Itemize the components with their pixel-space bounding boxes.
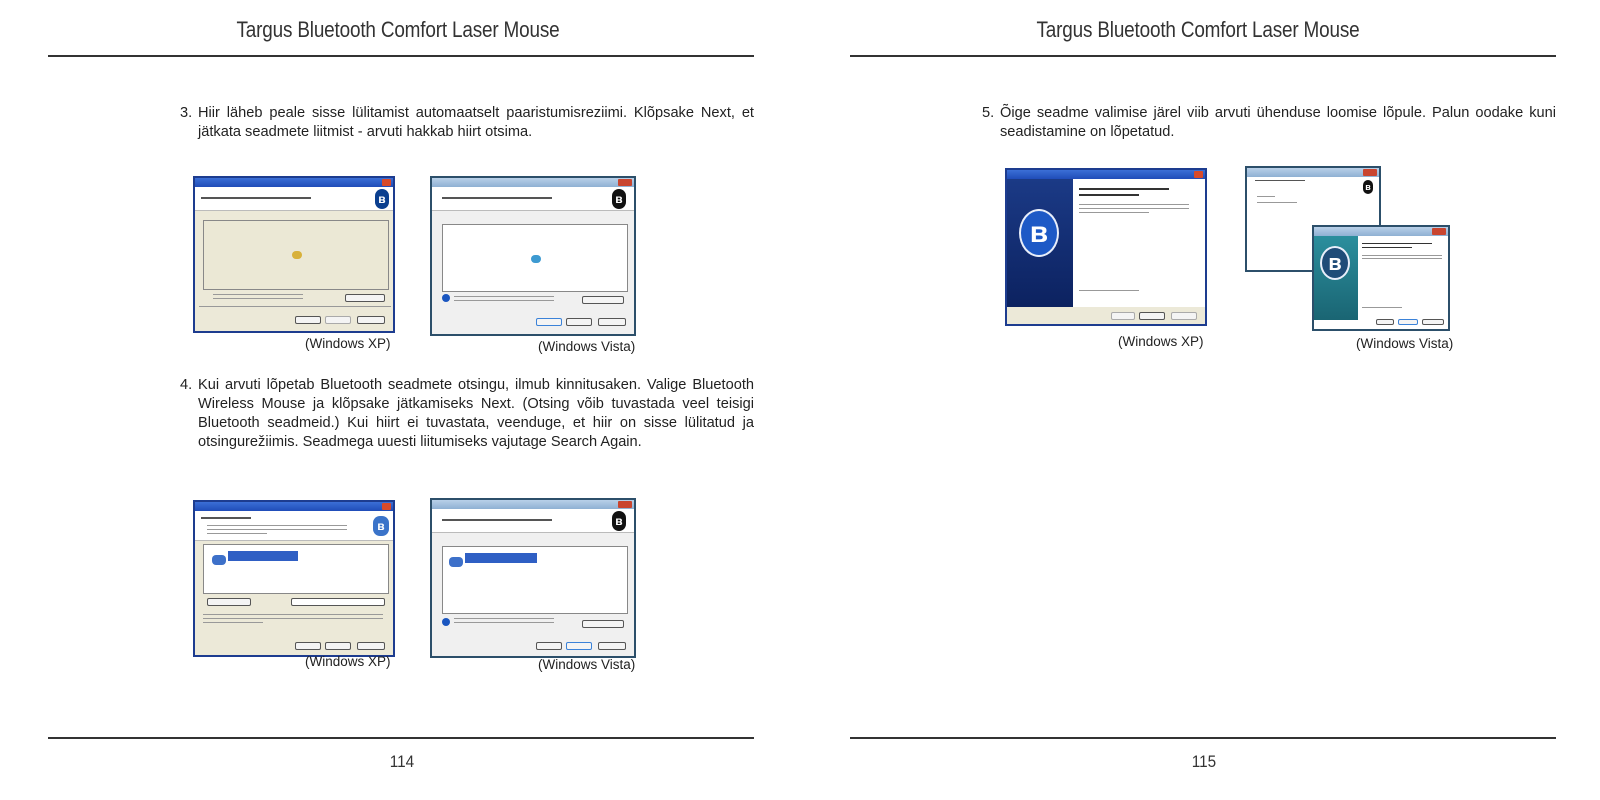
cancel-button <box>357 316 385 324</box>
vista-titlebar <box>432 500 634 509</box>
caption-windows-vista-2: (Windows Vista) <box>538 657 636 672</box>
step-5-number: 5. <box>982 105 995 121</box>
wizard-header <box>432 187 634 211</box>
close-icon <box>618 179 632 186</box>
page-number: 115 <box>1191 752 1217 771</box>
vista-titlebar <box>432 178 634 187</box>
searching-icon <box>531 255 541 263</box>
caption-windows-vista-1: (Windows Vista) <box>538 339 636 354</box>
caption-windows-vista: (Windows Vista) <box>1356 336 1454 351</box>
mouse-icon <box>449 557 463 567</box>
caption-windows-xp-1: (Windows XP) <box>305 336 391 351</box>
wizard-footer <box>1007 307 1205 326</box>
header-rule <box>48 55 754 57</box>
finish-button <box>1398 319 1418 325</box>
vista-device-selection-screenshot <box>430 498 636 658</box>
next-button <box>325 642 351 650</box>
xp-titlebar <box>195 178 393 187</box>
close-icon <box>382 503 391 510</box>
vista-titlebar <box>1247 168 1379 177</box>
back-button <box>536 318 562 326</box>
bluetooth-wireless-mouse-item <box>465 553 537 563</box>
search-again-button <box>582 296 624 304</box>
bluetooth-icon: ʙ <box>612 189 626 209</box>
vista-titlebar <box>1314 227 1448 236</box>
step-5 <box>982 104 1556 142</box>
page-number: 114 <box>389 752 415 771</box>
cancel-button <box>357 642 385 650</box>
search-again-button <box>207 598 251 606</box>
xp-select-device-screenshot <box>193 176 395 333</box>
step-4-number: 4. <box>180 377 193 393</box>
vista-completing-wizard-screenshot <box>1312 225 1450 331</box>
page-header-title: Targus Bluetooth Comfort Laser Mouse <box>236 17 560 42</box>
back-button <box>1376 319 1394 325</box>
xp-device-selection-screenshot <box>193 500 395 657</box>
cancel-button <box>598 318 626 326</box>
page-header-title: Targus Bluetooth Comfort Laser Mouse <box>1036 17 1360 42</box>
device-list-area <box>203 220 389 290</box>
bluetooth-icon: ʙ <box>375 189 389 209</box>
caption-windows-xp: (Windows XP) <box>1118 334 1204 349</box>
close-icon <box>1194 171 1203 178</box>
info-icon <box>442 294 450 302</box>
bluetooth-icon: ʙ <box>1363 180 1373 194</box>
xp-titlebar <box>195 502 393 511</box>
step-3 <box>180 104 754 142</box>
footer-rule <box>48 737 754 739</box>
bluetooth-icon: ʙ <box>373 516 389 536</box>
close-icon <box>1363 169 1377 176</box>
next-button <box>325 316 351 324</box>
back-button <box>536 642 562 650</box>
search-again-button <box>345 294 385 302</box>
wizard-side-panel <box>1007 179 1073 307</box>
close-icon <box>382 179 391 186</box>
xp-titlebar <box>1007 170 1205 179</box>
back-button <box>295 316 321 324</box>
header-rule <box>850 55 1556 57</box>
finish-button <box>1139 312 1165 320</box>
cancel-button <box>1422 319 1444 325</box>
bluetooth-wireless-mouse-item <box>228 551 298 561</box>
bluetooth-icon: ʙ <box>612 511 626 531</box>
back-button <box>1111 312 1135 320</box>
step-4 <box>180 376 754 452</box>
search-again-button <box>582 620 624 628</box>
step-4-text: Kui arvuti lõpetab Bluetooth seadmete otsingu, ilmub kinnitusaken. Valige Bluetooth Wireless Mouse ja klõpsake jätkamiseks Next. (Otsing võib tuvastada veel teisigi Bluetooth seadmeid.) Kui hiirt ei tuvastata, veenduge, et hiir on sisse lülitatud ja otsingurežiimis. Seadmega uuesti liitumiseks vajutage Search Again. <box>198 377 754 450</box>
bluetooth-icon: ʙ <box>1320 246 1350 280</box>
searching-icon <box>292 251 302 259</box>
wizard-side-panel <box>1314 236 1358 320</box>
close-icon <box>618 501 632 508</box>
xp-completing-wizard-screenshot <box>1005 168 1207 326</box>
next-button <box>566 642 592 650</box>
cancel-button <box>598 642 626 650</box>
mouse-icon <box>212 555 226 565</box>
close-icon <box>1432 228 1446 235</box>
right-page <box>800 0 1600 800</box>
step-3-number: 3. <box>180 105 193 121</box>
wizard-header <box>432 509 634 533</box>
device-list-area <box>442 546 628 614</box>
vista-select-device-screenshot <box>430 176 636 336</box>
step-5-text: Õige seadme valimise järel viib arvuti ühenduse loomise lõpule. Palun oodake kuni seadistamine on lõpetatud. <box>1000 105 1556 140</box>
back-button <box>295 642 321 650</box>
caption-windows-xp-2: (Windows XP) <box>305 654 391 669</box>
wizard-header <box>195 187 393 211</box>
info-icon <box>442 618 450 626</box>
footer-rule <box>850 737 1556 739</box>
wizard-header <box>195 511 393 541</box>
device-list-area <box>442 224 628 292</box>
show-devices-select <box>291 598 385 606</box>
cancel-button <box>1171 312 1197 320</box>
step-3-text: Hiir läheb peale sisse lülitamist automaatselt paaristumisreziimi. Klõpsake Next, et jätkata seadmete liitmist - arvuti hakkab hiirt otsima. <box>198 105 754 140</box>
device-list-area <box>203 544 389 594</box>
next-button <box>566 318 592 326</box>
bluetooth-icon: ʙ <box>1019 209 1059 257</box>
